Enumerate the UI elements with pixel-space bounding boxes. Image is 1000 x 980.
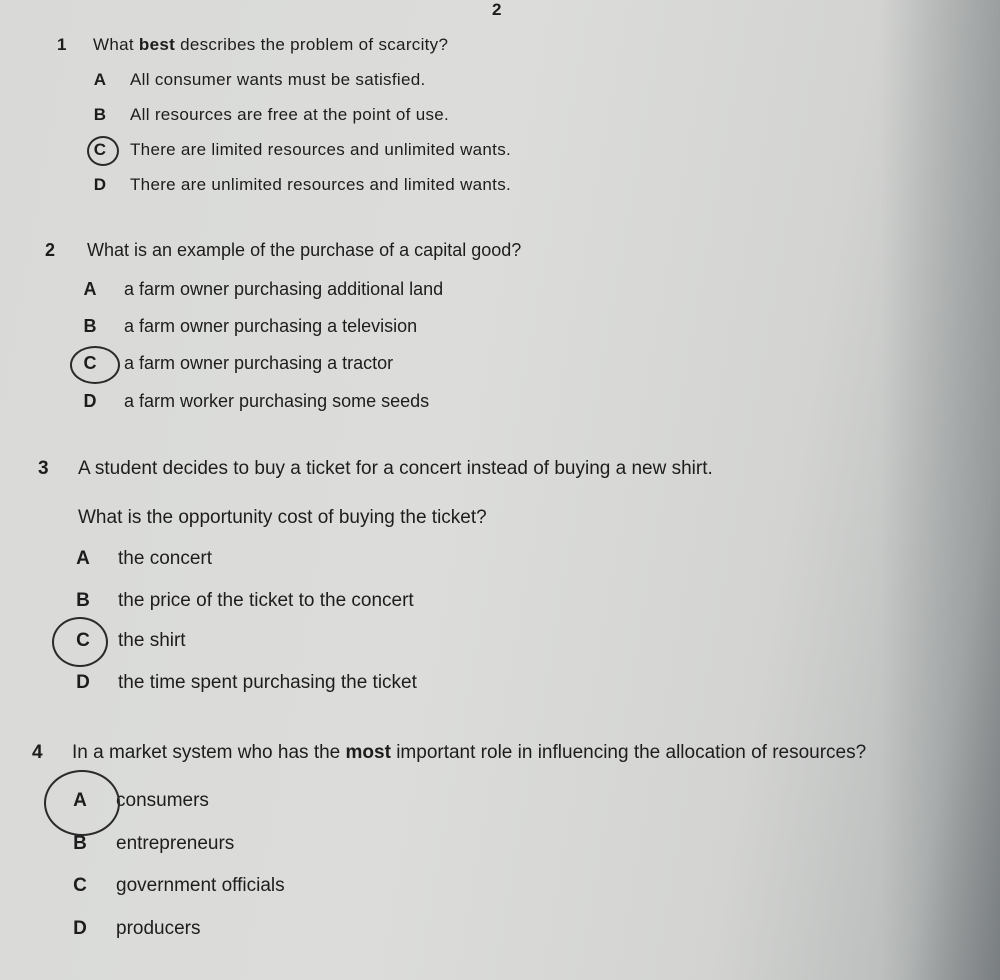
question-number: 1 <box>57 35 67 54</box>
question-number: 2 <box>45 240 56 260</box>
page-number: 2 <box>492 0 502 19</box>
question-stem: In a market system who has the most important role in influencing the allocation of resources? <box>72 742 867 763</box>
question-number: 4 <box>32 742 43 763</box>
question-stem: What is an example of the purchase of a capital good? <box>87 240 522 260</box>
question-stem-2: What is the opportunity cost of buying the ticket? <box>78 507 487 528</box>
question-stem: A student decides to buy a ticket for a concert instead of buying a new shirt. <box>78 458 713 479</box>
question-number: 3 <box>38 458 49 479</box>
page-edge-shadow <box>880 0 1000 980</box>
question-stem: What best describes the problem of scarcity? <box>93 35 449 54</box>
